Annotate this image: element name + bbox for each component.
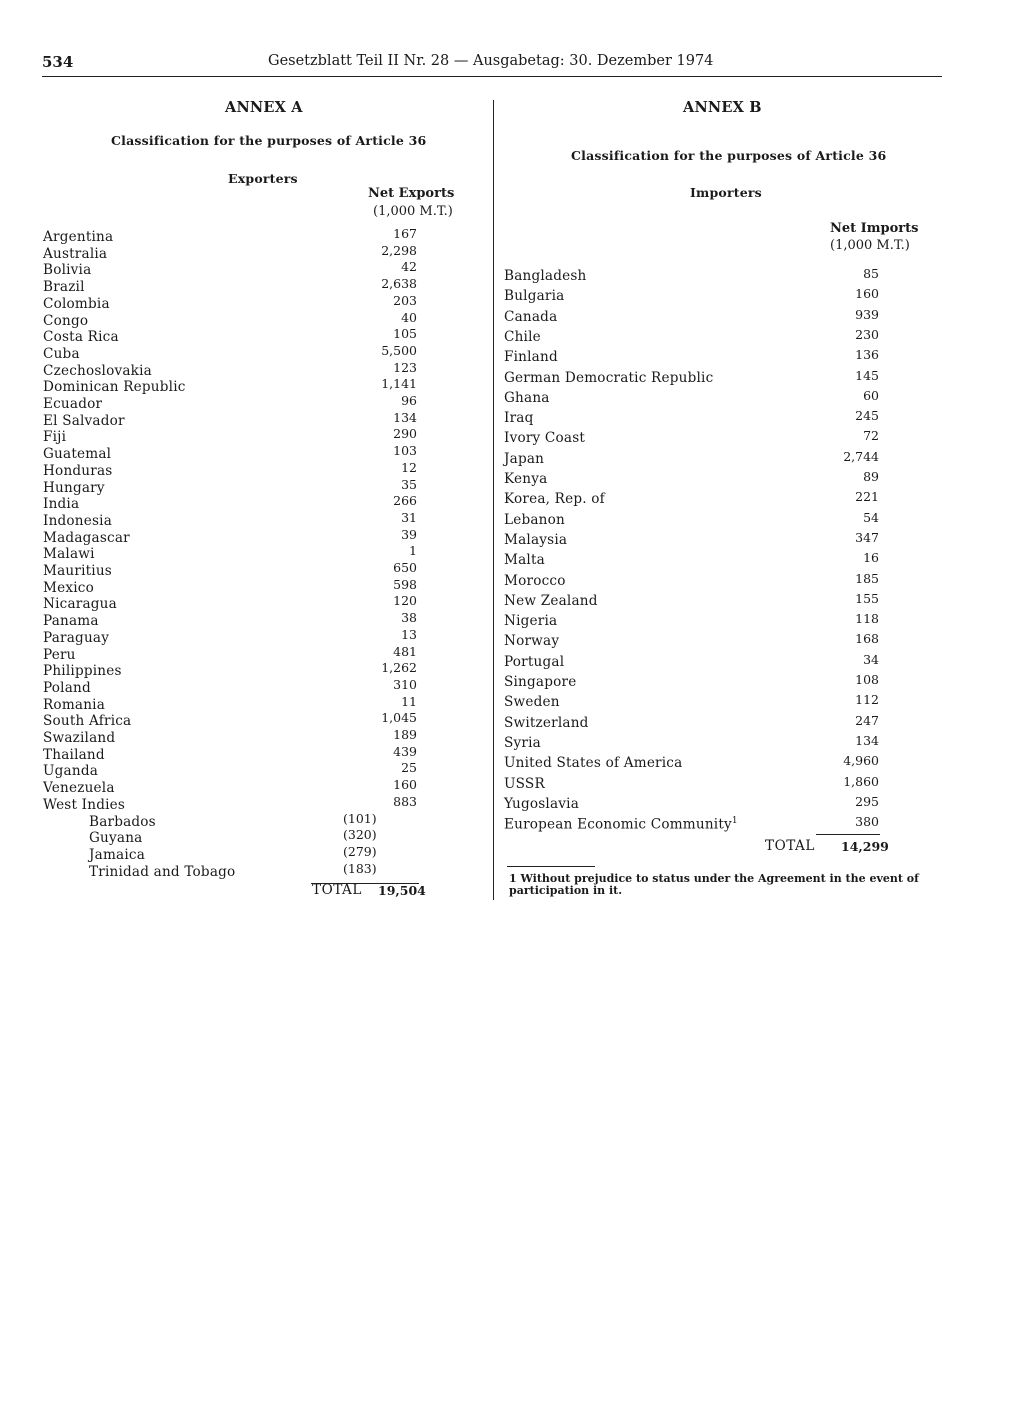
annex-a-column-unit: (1,000 M.T.) xyxy=(373,204,453,219)
net-imports-value: 108 xyxy=(855,672,879,687)
net-imports-value: 347 xyxy=(855,529,879,545)
country-name: Paraguay xyxy=(43,629,110,646)
country-name: Dominican Republic xyxy=(43,379,186,396)
net-imports-value: 185 xyxy=(855,570,879,586)
country-name xyxy=(504,430,585,446)
net-exports-value: 123 xyxy=(393,359,417,375)
country-name-text: Norway xyxy=(504,633,560,650)
net-imports-value: 34 xyxy=(863,651,879,667)
country-name: Nicaragua xyxy=(43,596,117,613)
country-name xyxy=(504,735,541,751)
net-imports-value: 2,744 xyxy=(843,448,879,464)
table-row xyxy=(0,349,1024,369)
country-name: Honduras xyxy=(43,462,113,479)
table-row xyxy=(0,448,1024,471)
country-name: Fiji xyxy=(43,429,67,446)
annex-a-group-label: Exporters xyxy=(228,171,298,186)
table-row xyxy=(0,529,1024,552)
country-name xyxy=(504,633,559,649)
country-name-text: European Economic Community xyxy=(504,816,732,833)
net-imports-value: 245 xyxy=(855,408,879,424)
country-name-text: USSR xyxy=(504,775,545,792)
country-name-text: Korea, Rep. of xyxy=(504,491,605,508)
net-exports-value: 12 xyxy=(401,459,417,475)
country-name-text: Singapore xyxy=(504,674,577,690)
annex-a-total-label: TOTAL xyxy=(312,882,362,898)
country-name: Barbados xyxy=(89,813,156,830)
country-name: Brazil xyxy=(43,279,85,296)
table-row xyxy=(0,491,1024,511)
net-exports-value: 650 xyxy=(393,560,417,575)
net-imports-value: 136 xyxy=(855,347,879,363)
country-name-text: Morocco xyxy=(504,572,566,589)
table-row xyxy=(0,613,1024,633)
country-name-text: Portugal xyxy=(504,653,565,670)
country-name: Madagascar xyxy=(43,529,130,546)
country-name xyxy=(504,471,547,487)
country-name: Thailand xyxy=(43,746,105,763)
country-name xyxy=(504,288,564,304)
net-exports-value: (101) xyxy=(343,810,377,826)
net-imports-value: 230 xyxy=(855,326,879,342)
country-name: Philippines xyxy=(43,663,122,680)
table-row xyxy=(0,430,1024,450)
net-exports-value: 103 xyxy=(393,443,417,459)
net-exports-value: 13 xyxy=(401,626,417,642)
net-exports-value: 883 xyxy=(393,793,417,809)
net-exports-value: 38 xyxy=(401,610,417,626)
annex-a-subtitle: Classification for the purposes of Article 36 xyxy=(111,133,427,148)
country-name-text: German Democratic Republic xyxy=(504,369,714,386)
country-name: West Indies xyxy=(43,796,126,813)
country-name: Colombia xyxy=(43,295,110,312)
table-row xyxy=(0,755,1024,775)
annex-b-subtitle: Classification for the purposes of Article 36 xyxy=(571,148,887,163)
table-row xyxy=(0,509,1024,532)
net-imports-value: 380 xyxy=(855,814,879,830)
table-subrow xyxy=(0,860,480,881)
annex-a-title: ANNEX A xyxy=(225,99,303,116)
table-row xyxy=(0,633,1024,653)
country-name: Jamaica xyxy=(89,846,146,863)
net-imports-value: 145 xyxy=(855,367,879,383)
country-name: South Africa xyxy=(43,713,132,730)
footnote-mark: 1 xyxy=(731,816,738,827)
country-name xyxy=(504,370,713,386)
country-name-text: New Zealand xyxy=(504,592,598,609)
table-row xyxy=(0,288,1024,308)
net-exports-value: 160 xyxy=(393,777,417,793)
country-name: Peru xyxy=(43,646,76,663)
net-exports-value: 1 xyxy=(409,543,417,559)
country-name: Romania xyxy=(43,696,106,713)
table-row xyxy=(0,306,1024,329)
country-name: Swaziland xyxy=(43,730,116,746)
country-name-text: Chile xyxy=(504,328,541,345)
net-exports-value: 189 xyxy=(393,727,417,742)
net-exports-value: 134 xyxy=(393,409,417,425)
country-name xyxy=(504,329,541,345)
country-name-text: Kenya xyxy=(504,471,548,487)
country-name: Costa Rica xyxy=(43,329,119,346)
net-exports-value: 120 xyxy=(393,593,417,609)
country-name: Hungary xyxy=(43,479,105,496)
header-rule xyxy=(42,76,942,77)
country-name-text: Switzerland xyxy=(504,714,589,731)
footnote: 1 Without prejudice to status under the Agreement in the event of participation in it. xyxy=(509,872,919,897)
net-imports-value: 89 xyxy=(863,469,879,484)
net-exports-value: (183) xyxy=(343,860,377,876)
country-name xyxy=(504,816,738,833)
country-name: Guatemal xyxy=(43,446,112,463)
country-name: Venezuela xyxy=(43,780,115,797)
country-name: Uganda xyxy=(43,763,99,780)
annex-b-title: ANNEX B xyxy=(683,99,762,116)
annex-b-column-unit: (1,000 M.T.) xyxy=(830,238,910,253)
country-name: Trinidad and Tobago xyxy=(89,863,236,880)
annex-b-total-label: TOTAL xyxy=(765,838,815,854)
country-name: Guyana xyxy=(89,830,143,847)
table-row xyxy=(0,773,1024,796)
net-imports-value: 54 xyxy=(863,509,879,525)
country-name xyxy=(504,694,560,710)
net-imports-value: 60 xyxy=(863,387,879,403)
country-name xyxy=(504,776,545,792)
country-name xyxy=(504,593,598,609)
net-exports-value: 96 xyxy=(401,393,417,408)
country-name xyxy=(504,654,564,670)
net-exports-value: 167 xyxy=(393,226,417,241)
net-imports-value: 155 xyxy=(855,590,879,606)
net-imports-value: 85 xyxy=(863,266,879,281)
net-exports-value: 1,141 xyxy=(381,376,417,392)
country-name-text: Ivory Coast xyxy=(504,430,586,447)
country-name: Bolivia xyxy=(43,262,92,279)
footnote-rule xyxy=(507,866,595,867)
country-name-text: Iraq xyxy=(504,410,534,427)
net-exports-value: 1,045 xyxy=(381,710,417,726)
country-name xyxy=(504,796,579,812)
country-name-text: Nigeria xyxy=(504,613,558,630)
table-row xyxy=(0,471,1024,491)
country-name xyxy=(504,451,544,467)
country-name xyxy=(504,268,586,284)
net-exports-value: 42 xyxy=(401,259,417,275)
table-row xyxy=(0,590,1024,613)
net-exports-value: 105 xyxy=(393,326,417,342)
country-name-text: Malaysia xyxy=(504,531,568,548)
country-name: Argentina xyxy=(43,229,114,245)
country-name: Indonesia xyxy=(43,512,113,529)
country-name: Panama xyxy=(43,613,99,630)
country-name xyxy=(504,552,545,568)
country-name-text: Bulgaria xyxy=(504,288,565,305)
net-exports-value: 1,262 xyxy=(381,660,417,676)
country-name: Poland xyxy=(43,679,91,696)
country-name: India xyxy=(43,496,80,513)
country-name: Congo xyxy=(43,312,89,329)
table-subrow xyxy=(0,843,480,864)
net-exports-value: 266 xyxy=(393,493,417,509)
net-exports-value: 2,298 xyxy=(381,242,417,258)
country-name: El Salvador xyxy=(43,412,125,429)
country-name-text: Ghana xyxy=(504,389,550,406)
net-imports-value: 118 xyxy=(855,611,879,627)
country-name-text: Canada xyxy=(504,308,558,325)
table-row xyxy=(0,326,1024,349)
table-row xyxy=(0,410,1024,430)
net-imports-value: 939 xyxy=(855,306,879,322)
country-name xyxy=(504,715,589,731)
country-name: Ecuador xyxy=(43,396,103,412)
net-imports-value: 221 xyxy=(855,489,879,505)
country-name xyxy=(504,390,550,406)
net-imports-value: 247 xyxy=(855,712,879,728)
table-row xyxy=(0,552,1024,572)
country-name-text: Japan xyxy=(504,450,545,467)
country-name: Malawi xyxy=(43,546,95,563)
net-imports-value: 160 xyxy=(855,286,879,302)
net-exports-value: 2,638 xyxy=(381,276,417,292)
country-name: Mexico xyxy=(43,579,94,596)
annex-a-column-header: Net Exports xyxy=(368,186,455,201)
net-exports-value: 40 xyxy=(401,309,417,325)
country-name xyxy=(504,674,576,690)
net-exports-value: 25 xyxy=(401,760,417,776)
net-exports-value: 481 xyxy=(393,643,417,659)
country-name xyxy=(504,573,566,589)
country-name-text: Yugoslavia xyxy=(504,795,579,812)
country-name-text: Lebanon xyxy=(504,511,565,528)
country-name-text: Finland xyxy=(504,349,558,366)
table-row xyxy=(0,268,1024,288)
net-imports-value: 295 xyxy=(855,793,879,809)
country-name xyxy=(504,410,533,426)
net-exports-value: 290 xyxy=(393,426,417,442)
annex-b-group-label: Importers xyxy=(690,185,762,200)
table-row xyxy=(0,674,1024,694)
country-name xyxy=(504,309,557,325)
net-imports-value: 4,960 xyxy=(843,753,879,769)
net-exports-value: 5,500 xyxy=(381,342,417,358)
net-imports-value: 1,860 xyxy=(843,773,879,789)
table-row xyxy=(0,793,1024,816)
table-row xyxy=(0,712,1024,735)
net-exports-value: 35 xyxy=(401,476,417,492)
net-exports-value: 31 xyxy=(401,509,417,525)
country-name xyxy=(504,491,605,507)
annex-a-total-value: 19,504 xyxy=(378,883,426,898)
net-exports-value: 598 xyxy=(393,576,417,592)
annex-b-total-value: 14,299 xyxy=(841,839,889,854)
net-exports-value: 39 xyxy=(401,526,417,542)
country-name-text: Malta xyxy=(504,552,545,569)
net-exports-value: 439 xyxy=(393,743,417,759)
net-imports-value: 168 xyxy=(855,631,879,647)
country-name xyxy=(504,349,558,365)
annex-b-column-header: Net Imports xyxy=(830,221,919,236)
page-number: 534 xyxy=(42,53,74,71)
net-exports-value: 203 xyxy=(393,292,417,308)
net-exports-value: (320) xyxy=(343,827,377,843)
country-name-text: Bangladesh xyxy=(504,268,587,284)
country-name: Czechoslovakia xyxy=(43,362,152,379)
country-name: Cuba xyxy=(43,345,80,362)
net-exports-value: 11 xyxy=(401,693,417,709)
country-name xyxy=(504,532,567,548)
net-imports-value: 16 xyxy=(863,550,879,566)
country-name xyxy=(504,512,565,528)
annex-b-total-rule xyxy=(816,834,880,835)
table-row xyxy=(0,694,1024,714)
country-name xyxy=(504,755,682,771)
country-name-text: Syria xyxy=(504,734,541,751)
country-name: Mauritius xyxy=(43,563,112,579)
net-imports-value: 134 xyxy=(855,732,879,748)
country-name-text: United States of America xyxy=(504,755,683,772)
country-name-text: Sweden xyxy=(504,694,560,711)
publication-header: Gesetzblatt Teil II Nr. 28 — Ausgabetag: 30. Dezember 1974 xyxy=(268,53,714,69)
country-name xyxy=(504,613,557,629)
net-exports-value: (279) xyxy=(343,843,377,859)
net-imports-value: 112 xyxy=(855,692,879,708)
net-exports-value: 310 xyxy=(393,676,417,692)
net-imports-value: 72 xyxy=(863,428,879,444)
country-name: Australia xyxy=(43,245,108,262)
